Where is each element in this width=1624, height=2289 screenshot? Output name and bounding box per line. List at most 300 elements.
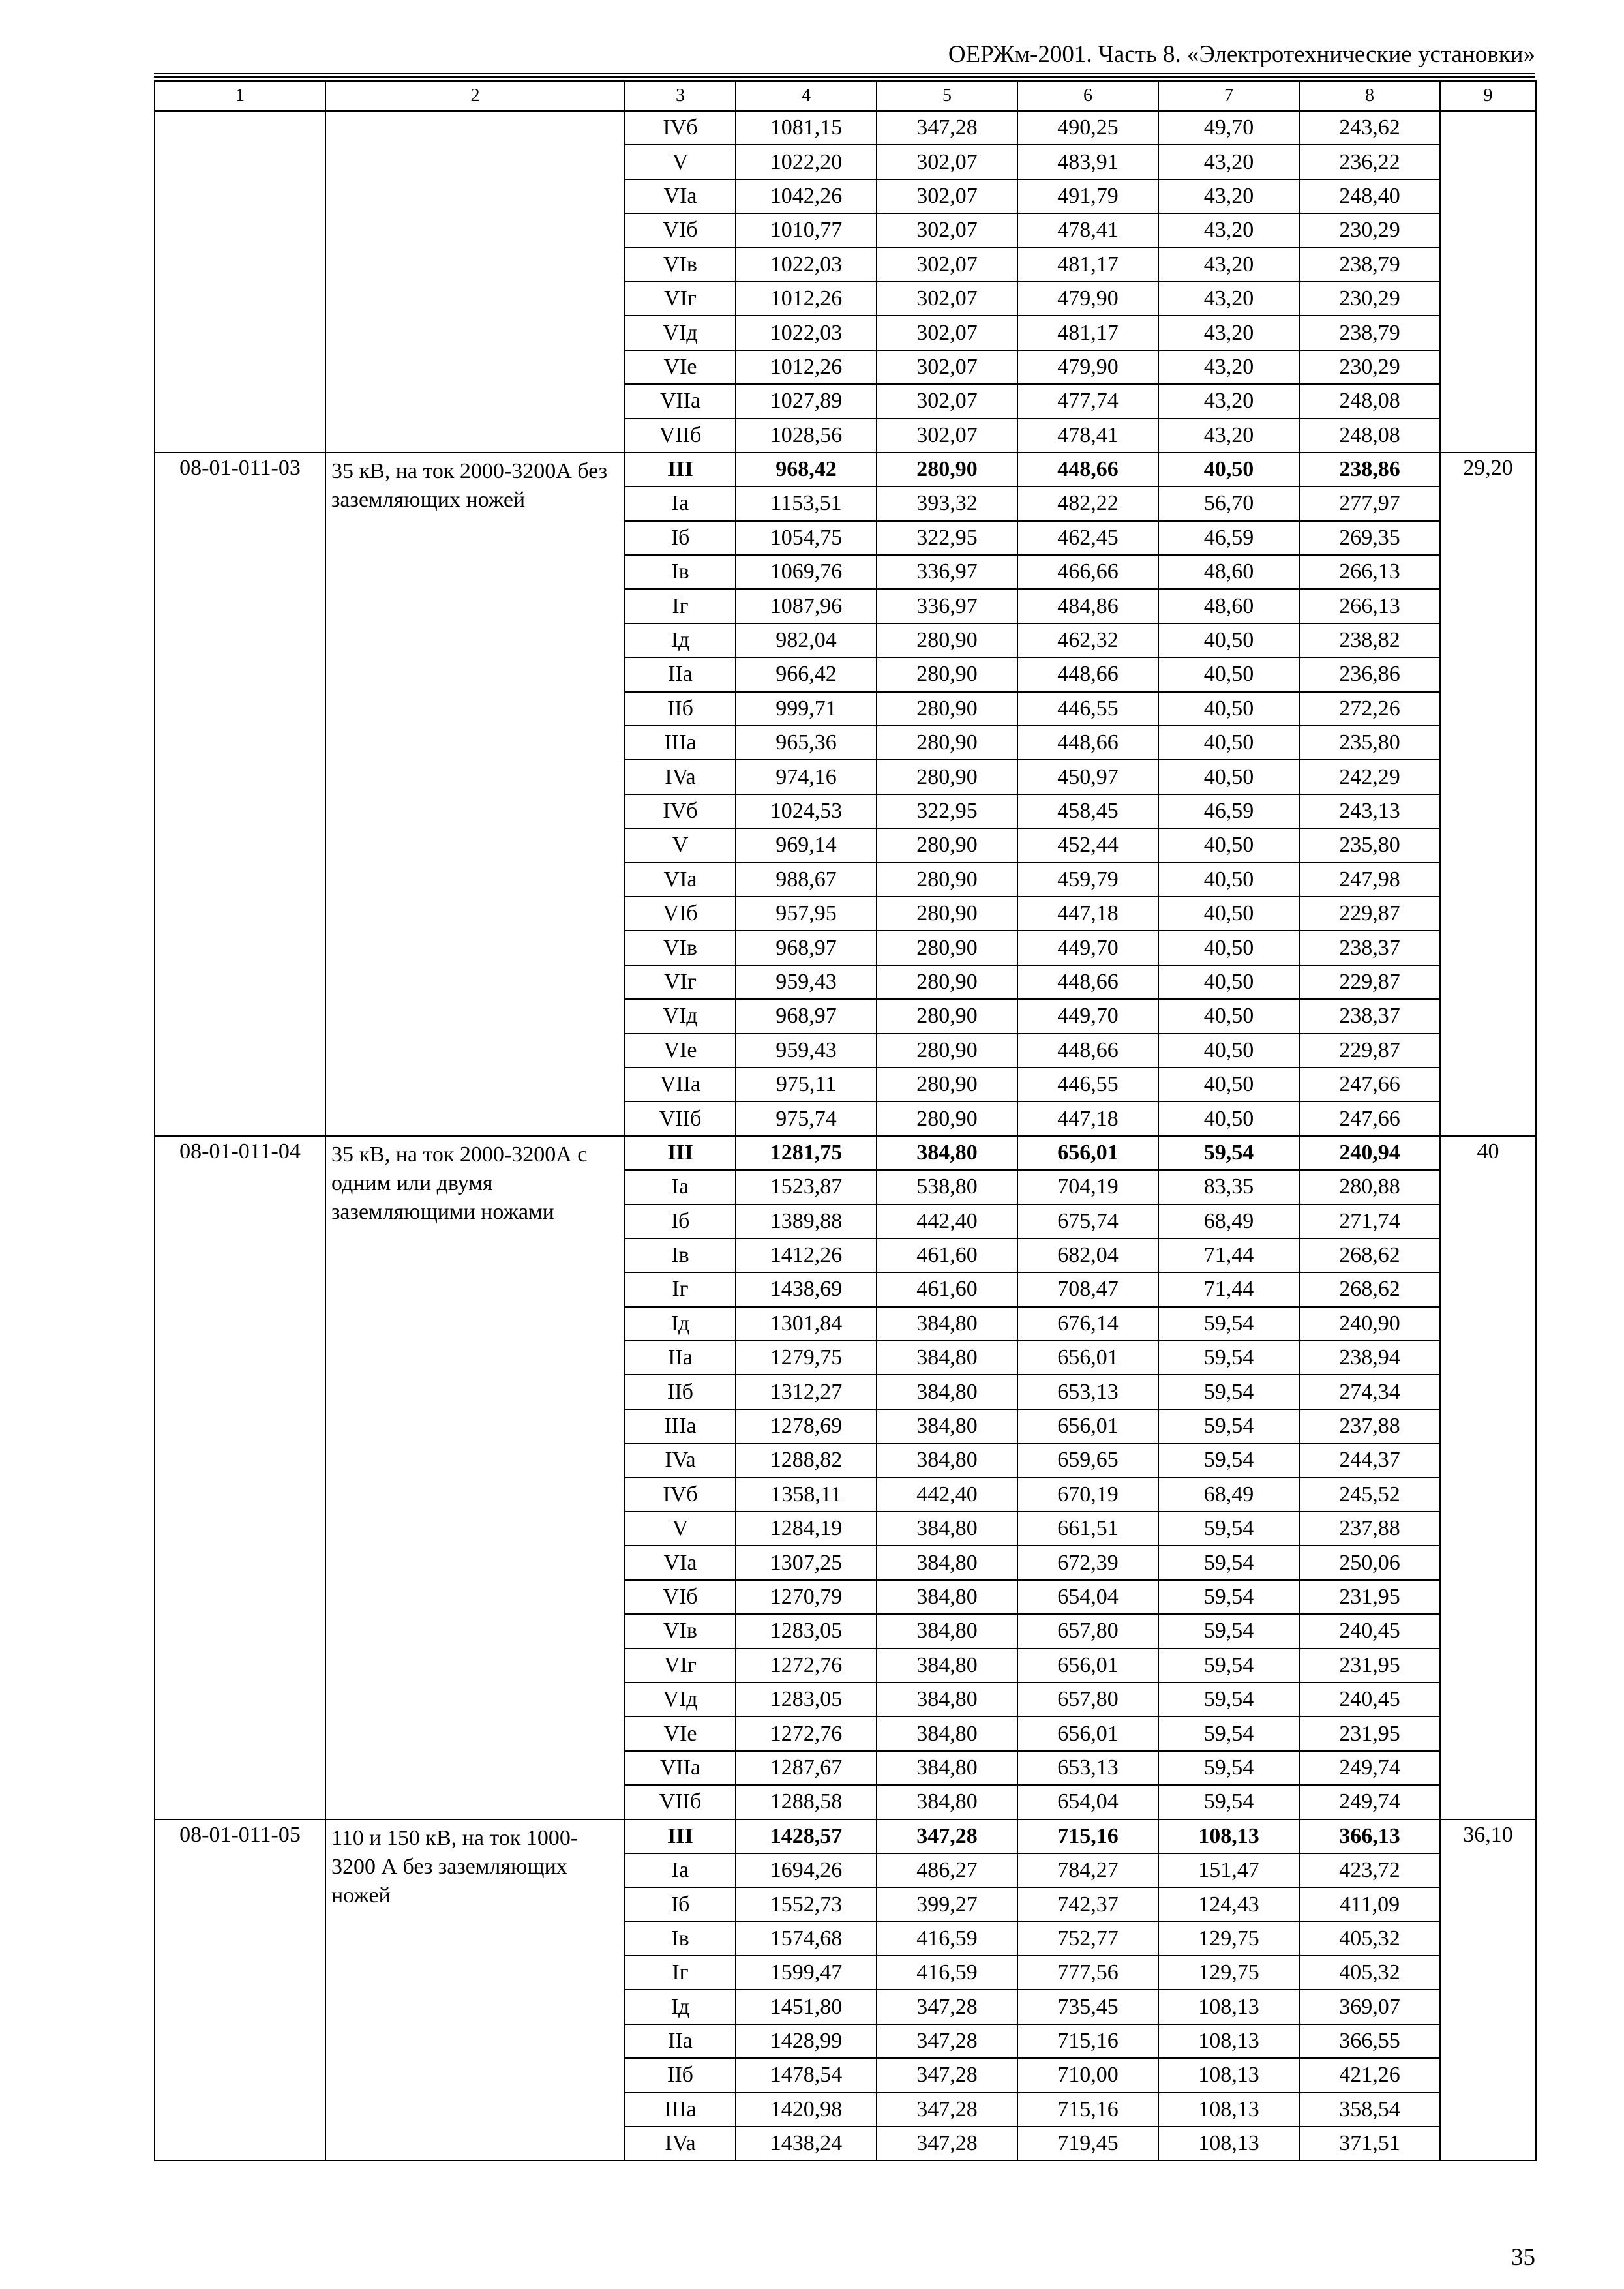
type-cell: Iг — [625, 589, 736, 623]
type-cell: VIa — [625, 863, 736, 897]
rates-table — [154, 80, 1537, 2161]
col6-cell: 462,45 — [1017, 521, 1158, 555]
col8-cell: 240,45 — [1299, 1614, 1440, 1648]
type-cell: V — [625, 145, 736, 179]
col6-cell: 448,66 — [1017, 1034, 1158, 1068]
type-cell: IIб — [625, 692, 736, 726]
col6-cell: 676,14 — [1017, 1307, 1158, 1341]
col6-cell: 657,80 — [1017, 1614, 1158, 1648]
col4-cell: 1438,69 — [736, 1272, 877, 1306]
col5-cell: 384,80 — [877, 1443, 1017, 1477]
col4-cell: 1420,98 — [736, 2093, 877, 2127]
col5-cell: 302,07 — [877, 350, 1017, 384]
rate-description-cell: 35 кВ, на ток 2000-3200А без заземляющих ножей — [325, 453, 625, 1136]
col5-cell: 302,07 — [877, 145, 1017, 179]
col8-cell: 249,74 — [1299, 1751, 1440, 1785]
col5-cell: 384,80 — [877, 1751, 1017, 1785]
col7-cell: 40,50 — [1158, 931, 1299, 965]
col7-cell: 46,59 — [1158, 794, 1299, 828]
col8-cell: 248,08 — [1299, 384, 1440, 418]
header-rule — [154, 73, 1535, 74]
col5-cell: 347,28 — [877, 1990, 1017, 2024]
type-cell: IIa — [625, 657, 736, 691]
col4-cell: 1288,82 — [736, 1443, 877, 1477]
col4-cell: 1428,99 — [736, 2024, 877, 2058]
col5-cell: 538,80 — [877, 1170, 1017, 1204]
col7-cell: 59,54 — [1158, 1307, 1299, 1341]
col4-cell: 1272,76 — [736, 1716, 877, 1750]
col5-cell: 384,80 — [877, 1683, 1017, 1716]
col7-cell: 108,13 — [1158, 2093, 1299, 2127]
col4-cell: 1012,26 — [736, 350, 877, 384]
col7-cell: 43,20 — [1158, 282, 1299, 316]
col9-cell — [1440, 111, 1536, 453]
col4-cell: 1270,79 — [736, 1580, 877, 1614]
col8-cell: 358,54 — [1299, 2093, 1440, 2127]
col8-cell: 237,88 — [1299, 1512, 1440, 1546]
col6-cell: 670,19 — [1017, 1478, 1158, 1512]
col5-cell: 280,90 — [877, 965, 1017, 999]
type-cell: Iв — [625, 1922, 736, 1956]
col6-cell: 449,70 — [1017, 999, 1158, 1033]
type-cell: VIб — [625, 213, 736, 247]
col4-cell: 1412,26 — [736, 1238, 877, 1272]
type-cell: VIг — [625, 282, 736, 316]
col5-cell: 347,28 — [877, 2058, 1017, 2092]
col4-cell: 1027,89 — [736, 384, 877, 418]
col8-cell: 371,51 — [1299, 2127, 1440, 2161]
col8-cell: 231,95 — [1299, 1716, 1440, 1750]
col7-cell: 83,35 — [1158, 1170, 1299, 1204]
col6-cell: 704,19 — [1017, 1170, 1158, 1204]
col5-cell: 280,90 — [877, 931, 1017, 965]
type-cell: Iд — [625, 1307, 736, 1341]
col8-cell: 238,37 — [1299, 931, 1440, 965]
col8-cell: 238,79 — [1299, 316, 1440, 350]
col6-cell: 478,41 — [1017, 419, 1158, 453]
column-number-6: 6 — [1017, 81, 1158, 111]
col7-cell: 40,50 — [1158, 897, 1299, 931]
column-number-5: 5 — [877, 81, 1017, 111]
col4-cell: 1301,84 — [736, 1307, 877, 1341]
col4-cell: 974,16 — [736, 760, 877, 794]
col8-cell: 242,29 — [1299, 760, 1440, 794]
col5-cell: 384,80 — [877, 1341, 1017, 1375]
type-cell: IIa — [625, 1341, 736, 1375]
col7-cell: 40,50 — [1158, 453, 1299, 486]
col5-cell: 384,80 — [877, 1136, 1017, 1170]
col8-cell: 236,86 — [1299, 657, 1440, 691]
col7-cell: 68,49 — [1158, 1204, 1299, 1238]
col7-cell: 40,50 — [1158, 623, 1299, 657]
type-cell: VIв — [625, 1614, 736, 1648]
col5-cell: 384,80 — [877, 1546, 1017, 1579]
col5-cell: 442,40 — [877, 1204, 1017, 1238]
col8-cell: 272,26 — [1299, 692, 1440, 726]
col5-cell: 384,80 — [877, 1785, 1017, 1819]
col6-cell: 483,91 — [1017, 145, 1158, 179]
type-cell: IVa — [625, 1443, 736, 1477]
type-cell: Iб — [625, 1887, 736, 1921]
col6-cell: 659,65 — [1017, 1443, 1158, 1477]
col8-cell: 244,37 — [1299, 1443, 1440, 1477]
col7-cell: 59,54 — [1158, 1716, 1299, 1750]
col4-cell: 1307,25 — [736, 1546, 877, 1579]
col4-cell: 1552,73 — [736, 1887, 877, 1921]
col5-cell: 384,80 — [877, 1580, 1017, 1614]
type-cell: III — [625, 453, 736, 486]
col8-cell: 238,82 — [1299, 623, 1440, 657]
col4-cell: 1153,51 — [736, 486, 877, 520]
col5-cell: 347,28 — [877, 2127, 1017, 2161]
col4-cell: 1312,27 — [736, 1375, 877, 1409]
col6-cell: 446,55 — [1017, 692, 1158, 726]
type-cell: IVa — [625, 760, 736, 794]
col6-cell: 452,44 — [1017, 828, 1158, 862]
col5-cell: 384,80 — [877, 1614, 1017, 1648]
type-cell: Iб — [625, 1204, 736, 1238]
col7-cell: 124,43 — [1158, 1887, 1299, 1921]
col6-cell: 447,18 — [1017, 1101, 1158, 1135]
type-cell: IVa — [625, 2127, 736, 2161]
col6-cell: 735,45 — [1017, 1990, 1158, 2024]
table-row-main — [155, 1819, 1536, 1853]
col7-cell: 56,70 — [1158, 486, 1299, 520]
type-cell: Iб — [625, 521, 736, 555]
col6-cell: 490,25 — [1017, 111, 1158, 145]
col6-cell: 715,16 — [1017, 1819, 1158, 1853]
col4-cell: 1523,87 — [736, 1170, 877, 1204]
col8-cell: 240,94 — [1299, 1136, 1440, 1170]
type-cell: VIг — [625, 1649, 736, 1683]
col6-cell: 742,37 — [1017, 1887, 1158, 1921]
col8-cell: 247,66 — [1299, 1068, 1440, 1101]
col6-cell: 708,47 — [1017, 1272, 1158, 1306]
col8-cell: 229,87 — [1299, 965, 1440, 999]
type-cell: VIд — [625, 316, 736, 350]
type-cell: IIIa — [625, 726, 736, 760]
col5-cell: 384,80 — [877, 1307, 1017, 1341]
col5-cell: 486,27 — [877, 1853, 1017, 1887]
col5-cell: 302,07 — [877, 213, 1017, 247]
col6-cell: 777,56 — [1017, 1956, 1158, 1990]
col7-cell: 43,20 — [1158, 419, 1299, 453]
col4-cell: 1087,96 — [736, 589, 877, 623]
col7-cell: 59,54 — [1158, 1785, 1299, 1819]
type-cell: Ia — [625, 1853, 736, 1887]
col5-cell: 336,97 — [877, 555, 1017, 589]
col8-cell: 235,80 — [1299, 726, 1440, 760]
type-cell: Ia — [625, 1170, 736, 1204]
col7-cell: 40,50 — [1158, 863, 1299, 897]
rate-code-cell: 08-01-011-03 — [155, 453, 325, 1136]
type-cell: VIa — [625, 1546, 736, 1579]
col5-cell: 280,90 — [877, 623, 1017, 657]
col7-cell: 59,54 — [1158, 1443, 1299, 1477]
col8-cell: 229,87 — [1299, 1034, 1440, 1068]
col8-cell: 247,98 — [1299, 863, 1440, 897]
column-number-3: 3 — [625, 81, 736, 111]
col8-cell: 266,13 — [1299, 589, 1440, 623]
col5-cell: 322,95 — [877, 521, 1017, 555]
col6-cell: 675,74 — [1017, 1204, 1158, 1238]
col6-cell: 654,04 — [1017, 1785, 1158, 1819]
table-row-main — [155, 453, 1536, 486]
type-cell: VIв — [625, 248, 736, 282]
type-cell: VIIa — [625, 1068, 736, 1101]
col6-cell: 656,01 — [1017, 1341, 1158, 1375]
col6-cell: 657,80 — [1017, 1683, 1158, 1716]
col8-cell: 235,80 — [1299, 828, 1440, 862]
col6-cell: 477,74 — [1017, 384, 1158, 418]
col8-cell: 250,06 — [1299, 1546, 1440, 1579]
col6-cell: 448,66 — [1017, 657, 1158, 691]
col5-cell: 280,90 — [877, 897, 1017, 931]
col5-cell: 280,90 — [877, 657, 1017, 691]
col8-cell: 405,32 — [1299, 1956, 1440, 1990]
type-cell: Iг — [625, 1956, 736, 1990]
col4-cell: 1287,67 — [736, 1751, 877, 1785]
col7-cell: 43,20 — [1158, 316, 1299, 350]
col6-cell: 656,01 — [1017, 1649, 1158, 1683]
col7-cell: 40,50 — [1158, 1068, 1299, 1101]
col5-cell: 384,80 — [877, 1716, 1017, 1750]
col7-cell: 59,54 — [1158, 1546, 1299, 1579]
col5-cell: 384,80 — [877, 1409, 1017, 1443]
col5-cell: 347,28 — [877, 2024, 1017, 2058]
col7-cell: 59,54 — [1158, 1614, 1299, 1648]
column-number-2: 2 — [325, 81, 625, 111]
col8-cell: 231,95 — [1299, 1580, 1440, 1614]
col4-cell: 965,36 — [736, 726, 877, 760]
col4-cell: 1694,26 — [736, 1853, 877, 1887]
col7-cell: 108,13 — [1158, 1819, 1299, 1853]
col6-cell: 481,17 — [1017, 316, 1158, 350]
col8-cell: 238,94 — [1299, 1341, 1440, 1375]
col4-cell: 975,11 — [736, 1068, 877, 1101]
col4-cell: 1010,77 — [736, 213, 877, 247]
col8-cell: 248,08 — [1299, 419, 1440, 453]
col5-cell: 302,07 — [877, 384, 1017, 418]
col7-cell: 59,54 — [1158, 1751, 1299, 1785]
col4-cell: 968,42 — [736, 453, 877, 486]
col7-cell: 43,20 — [1158, 384, 1299, 418]
col5-cell: 322,95 — [877, 794, 1017, 828]
col8-cell: 231,95 — [1299, 1649, 1440, 1683]
col5-cell: 461,60 — [877, 1238, 1017, 1272]
table-row — [155, 111, 1536, 145]
col5-cell: 393,32 — [877, 486, 1017, 520]
table-row-main — [155, 1136, 1536, 1170]
col6-cell: 479,90 — [1017, 282, 1158, 316]
col4-cell: 1478,54 — [736, 2058, 877, 2092]
col7-cell: 43,20 — [1158, 179, 1299, 213]
rate-description-cell: 110 и 150 кВ, на ток 1000-3200 А без заземляющих ножей — [325, 1819, 625, 2161]
col4-cell: 969,14 — [736, 828, 877, 862]
col6-cell: 656,01 — [1017, 1716, 1158, 1750]
type-cell: III — [625, 1819, 736, 1853]
type-cell: VIб — [625, 897, 736, 931]
col8-cell: 423,72 — [1299, 1853, 1440, 1887]
type-cell: Iв — [625, 555, 736, 589]
col8-cell: 237,88 — [1299, 1409, 1440, 1443]
col5-cell: 280,90 — [877, 453, 1017, 486]
column-number-4: 4 — [736, 81, 877, 111]
col8-cell: 421,26 — [1299, 2058, 1440, 2092]
col8-cell: 411,09 — [1299, 1887, 1440, 1921]
col8-cell: 240,45 — [1299, 1683, 1440, 1716]
col8-cell: 249,74 — [1299, 1785, 1440, 1819]
col6-cell: 482,22 — [1017, 486, 1158, 520]
col5-cell: 384,80 — [877, 1375, 1017, 1409]
col6-cell: 715,16 — [1017, 2024, 1158, 2058]
col4-cell: 1022,03 — [736, 316, 877, 350]
col6-cell: 661,51 — [1017, 1512, 1158, 1546]
type-cell: VIв — [625, 931, 736, 965]
col4-cell: 1272,76 — [736, 1649, 877, 1683]
col6-cell: 462,32 — [1017, 623, 1158, 657]
col7-cell: 59,54 — [1158, 1512, 1299, 1546]
col6-cell: 450,97 — [1017, 760, 1158, 794]
col5-cell: 302,07 — [877, 282, 1017, 316]
col7-cell: 59,54 — [1158, 1136, 1299, 1170]
col8-cell: 243,13 — [1299, 794, 1440, 828]
col5-cell: 280,90 — [877, 760, 1017, 794]
col5-cell: 302,07 — [877, 419, 1017, 453]
col6-cell: 448,66 — [1017, 726, 1158, 760]
col5-cell: 280,90 — [877, 828, 1017, 862]
col6-cell: 478,41 — [1017, 213, 1158, 247]
col8-cell: 243,62 — [1299, 111, 1440, 145]
col4-cell: 1283,05 — [736, 1683, 877, 1716]
col8-cell: 245,52 — [1299, 1478, 1440, 1512]
col8-cell: 366,13 — [1299, 1819, 1440, 1853]
col4-cell: 959,43 — [736, 1034, 877, 1068]
col4-cell: 959,43 — [736, 965, 877, 999]
col8-cell: 274,34 — [1299, 1375, 1440, 1409]
col8-cell: 405,32 — [1299, 1922, 1440, 1956]
col4-cell: 1012,26 — [736, 282, 877, 316]
col5-cell: 302,07 — [877, 179, 1017, 213]
col8-cell: 248,40 — [1299, 179, 1440, 213]
col6-cell: 466,66 — [1017, 555, 1158, 589]
type-cell: IIб — [625, 2058, 736, 2092]
col4-cell: 966,42 — [736, 657, 877, 691]
col7-cell: 68,49 — [1158, 1478, 1299, 1512]
rate-code-cell: 08-01-011-05 — [155, 1819, 325, 2161]
col7-cell: 40,50 — [1158, 1101, 1299, 1135]
col4-cell: 1278,69 — [736, 1409, 877, 1443]
col4-cell: 957,95 — [736, 897, 877, 931]
col5-cell: 347,28 — [877, 111, 1017, 145]
col6-cell: 449,70 — [1017, 931, 1158, 965]
col8-cell: 238,86 — [1299, 453, 1440, 486]
col8-cell: 229,87 — [1299, 897, 1440, 931]
col7-cell: 129,75 — [1158, 1922, 1299, 1956]
col7-cell: 59,54 — [1158, 1409, 1299, 1443]
col4-cell: 1081,15 — [736, 111, 877, 145]
header-rule — [154, 76, 1535, 78]
col7-cell: 59,54 — [1158, 1580, 1299, 1614]
col7-cell: 108,13 — [1158, 2024, 1299, 2058]
type-cell: Iв — [625, 1238, 736, 1272]
type-cell: Iд — [625, 623, 736, 657]
col9-cell: 36,10 — [1440, 1819, 1536, 2161]
col6-cell: 653,13 — [1017, 1375, 1158, 1409]
col5-cell: 280,90 — [877, 692, 1017, 726]
col7-cell: 40,50 — [1158, 828, 1299, 862]
type-cell: VIIб — [625, 1101, 736, 1135]
col6-cell: 656,01 — [1017, 1409, 1158, 1443]
type-cell: VIe — [625, 1716, 736, 1750]
col8-cell: 268,62 — [1299, 1272, 1440, 1306]
type-cell: Iд — [625, 1990, 736, 2024]
type-cell: VIIa — [625, 384, 736, 418]
col7-cell: 59,54 — [1158, 1683, 1299, 1716]
col6-cell: 481,17 — [1017, 248, 1158, 282]
col5-cell: 280,90 — [877, 1034, 1017, 1068]
col4-cell: 975,74 — [736, 1101, 877, 1135]
col8-cell: 277,97 — [1299, 486, 1440, 520]
type-cell: V — [625, 1512, 736, 1546]
rate-description-cell: 35 кВ, на ток 2000-3200А с одним или двумя заземляющими ножами — [325, 1136, 625, 1819]
col4-cell: 1022,20 — [736, 145, 877, 179]
col4-cell: 1281,75 — [736, 1136, 877, 1170]
col5-cell: 280,90 — [877, 999, 1017, 1033]
col6-cell: 719,45 — [1017, 2127, 1158, 2161]
col8-cell: 369,07 — [1299, 1990, 1440, 2024]
col7-cell: 108,13 — [1158, 2127, 1299, 2161]
column-number-7: 7 — [1158, 81, 1299, 111]
rate-code-cell: 08-01-011-04 — [155, 1136, 325, 1819]
col8-cell: 271,74 — [1299, 1204, 1440, 1238]
rate-code-cell — [155, 111, 325, 453]
col6-cell: 656,01 — [1017, 1136, 1158, 1170]
col7-cell: 43,20 — [1158, 350, 1299, 384]
col4-cell: 1358,11 — [736, 1478, 877, 1512]
col6-cell: 458,45 — [1017, 794, 1158, 828]
col7-cell: 43,20 — [1158, 248, 1299, 282]
col4-cell: 968,97 — [736, 999, 877, 1033]
col7-cell: 43,20 — [1158, 145, 1299, 179]
type-cell: VIe — [625, 1034, 736, 1068]
col5-cell: 384,80 — [877, 1649, 1017, 1683]
col4-cell: 1288,58 — [736, 1785, 877, 1819]
type-cell: VIe — [625, 350, 736, 384]
col7-cell: 48,60 — [1158, 589, 1299, 623]
col4-cell: 988,67 — [736, 863, 877, 897]
col7-cell: 129,75 — [1158, 1956, 1299, 1990]
column-number-9: 9 — [1440, 81, 1536, 111]
col6-cell: 710,00 — [1017, 2058, 1158, 2092]
type-cell: VIIб — [625, 1785, 736, 1819]
type-cell: V — [625, 828, 736, 862]
type-cell: III — [625, 1136, 736, 1170]
col4-cell: 1054,75 — [736, 521, 877, 555]
type-cell: Iг — [625, 1272, 736, 1306]
col7-cell: 49,70 — [1158, 111, 1299, 145]
type-cell: VIд — [625, 999, 736, 1033]
column-number-row — [155, 81, 1536, 111]
col4-cell: 1389,88 — [736, 1204, 877, 1238]
type-cell: VIIa — [625, 1751, 736, 1785]
column-number-8: 8 — [1299, 81, 1440, 111]
type-cell: IVб — [625, 1478, 736, 1512]
column-number-1: 1 — [155, 81, 325, 111]
col6-cell: 448,66 — [1017, 965, 1158, 999]
col8-cell: 269,35 — [1299, 521, 1440, 555]
col6-cell: 784,27 — [1017, 1853, 1158, 1887]
